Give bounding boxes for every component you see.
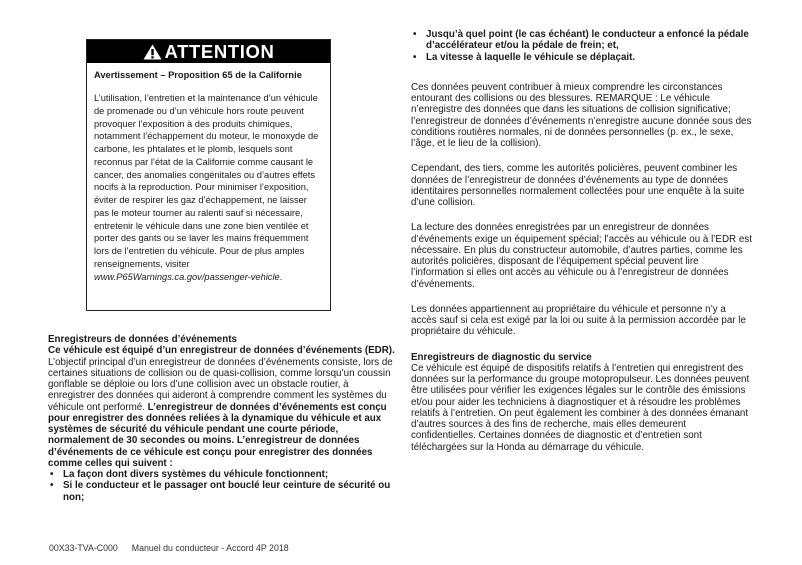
warning-subtitle: Avertissement – Proposition 65 de la Californie (94, 70, 302, 80)
edr-paragraph: Ces données peuvent contribuer à mieux comprendre les circonstances entourant des collisions ou des blessures. REMARQUE : Le véhicule n’enregistre des données que dans les situations de collision significative; l’enregistreur de données d’événements n’enregistre aucune donnée sous des conditions routières normales, ni de données personnelles (p. ex., le sexe, l’âge, et le lieu de la collision). (411, 81, 752, 149)
diagnostic-body: Ce véhicule est équipé de dispositifs relatifs à l’entretien qui enregistrent des données sur la performance du groupe motopropulseur. Les données peuvent être utilisées pour vérifier les exigences légales sur le contrôle des émissions et/ou pour aider les techniciens à diagnostiquer et à résoudre les problèmes relatifs à l’entretien. On peut également les combiner à des données émanant d’autres sources à des fins de recherche, mais elles demeurent confidentielles. Certaines données de diagnostic et d’entretien sont téléchargées sur la Honda au démarrage du véhicule. (411, 362, 750, 453)
edr-detail-bold: L’enregistreur de données d’événements est conçu pour enregistrer des données reliées à la dynamique du véhicule et aux systèmes de sécurité du véhicule pendant une courte période, normalement de 30 secondes ou moins. L’enregistreur de données d’événements de ce véhicule est conçu pour enregistrer des données comme celles qui suivent : (48, 401, 387, 469)
edr-intro (48, 345, 396, 469)
warning-body: L’utilisation, l’entretien et la maintenance d’un véhicule de promenade ou d’un véhicule hors route peuvent provoquer l’exposition à des produits chimiques, notamment l’échappement du moteur, le monoxyde de carbone, les phtalates et le plomb, lesquels sont reconnus par l’état de la Californie comme causant le cancer, des anomalies congénitales ou d’autres effets nocifs à la reproduction. Pour minimiser l’exposition, éviter de respirer les gaz d’échappement, ne laisser pas le moteur tourner au ralenti sauf si nécessaire, entretenir le véhicule dans une zone bien ventilée et porter des gants ou se laver les mains fréquemment lors de l’entretien du véhicule. Pour de plus amples renseignements, visiter (94, 93, 319, 269)
diagnostic-heading: Enregistreurs de diagnostic du service (411, 351, 592, 363)
warning-title: ATTENTION (164, 40, 275, 62)
page-footer (49, 543, 289, 553)
warning-url: www.P65Warnings.ca.gov/passenger-vehicle (94, 271, 280, 282)
edr-paragraph: Les données appartiennent au propriétaire du véhicule et personne n’y a accès sauf si cela est exigé par la loi ou suite à la permission accordée par le propriétaire du véhicule. (411, 303, 746, 338)
footer-code: 00X33-TVA-C000 (49, 543, 118, 553)
edr-paragraph: La lecture des données enregistrées par un enregistreur de données d’événements exige un équipement spécial; l’accès au véhicule ou à l’EDR est nécessaire. En plus du constructeur automobile, d’autres parties, comme les autorités policières, disposant de l’équipement spécial peuvent lire l’information si elles ont accès au véhicule ou à l’enregistreur de données d’événements. (411, 222, 752, 290)
list-item: • La façon dont divers systèmes du véhicule fonctionnent; (48, 469, 396, 480)
warning-triangle-icon (143, 44, 162, 60)
edr-paragraph: Cependant, des tiers, comme les autorités policières, peuvent combiner les données de l’enregistreur de données d’événements au type de données identitaires personnelles normalement collectées pour une enquête à la suite d’une collision. (411, 163, 745, 208)
list-item: • La vitesse à laquelle le véhicule se déplaçait. (411, 52, 753, 63)
left-column (48, 334, 396, 503)
warning-text (94, 92, 324, 283)
edr-heading: Enregistreurs de données d’événements (48, 334, 237, 345)
right-column (411, 29, 753, 453)
warning-url-suffix: . (279, 271, 283, 282)
list-item: • Jusqu’à quel point (le cas échéant) le conducteur a enfoncé la pédale d’accélérateur et/ou la pédale de frein; et, (411, 29, 753, 52)
list-item: • Si le conducteur et le passager ont bouclé leur ceinture de sécurité ou non; (48, 480, 396, 503)
warning-box (86, 39, 331, 311)
edr-intro-text: L’objectif principal d’un enregistreur de données d’événements consiste, lors de certaines situations de collision ou de quasi-collision, comme lorsqu’un coussin gonflable se déploie ou lors d’une collision avec un obstacle routier, à enregistrer des données qui aideront à comprendre comment les systèmes du véhicule ont performé. (48, 356, 393, 413)
warning-header (87, 40, 330, 63)
footer-title: Manuel du conducteur - Accord 4P 2018 (131, 543, 289, 553)
edr-intro-bold: Ce véhicule est équipé d’un enregistreur de données d’événements (EDR). (48, 345, 395, 357)
